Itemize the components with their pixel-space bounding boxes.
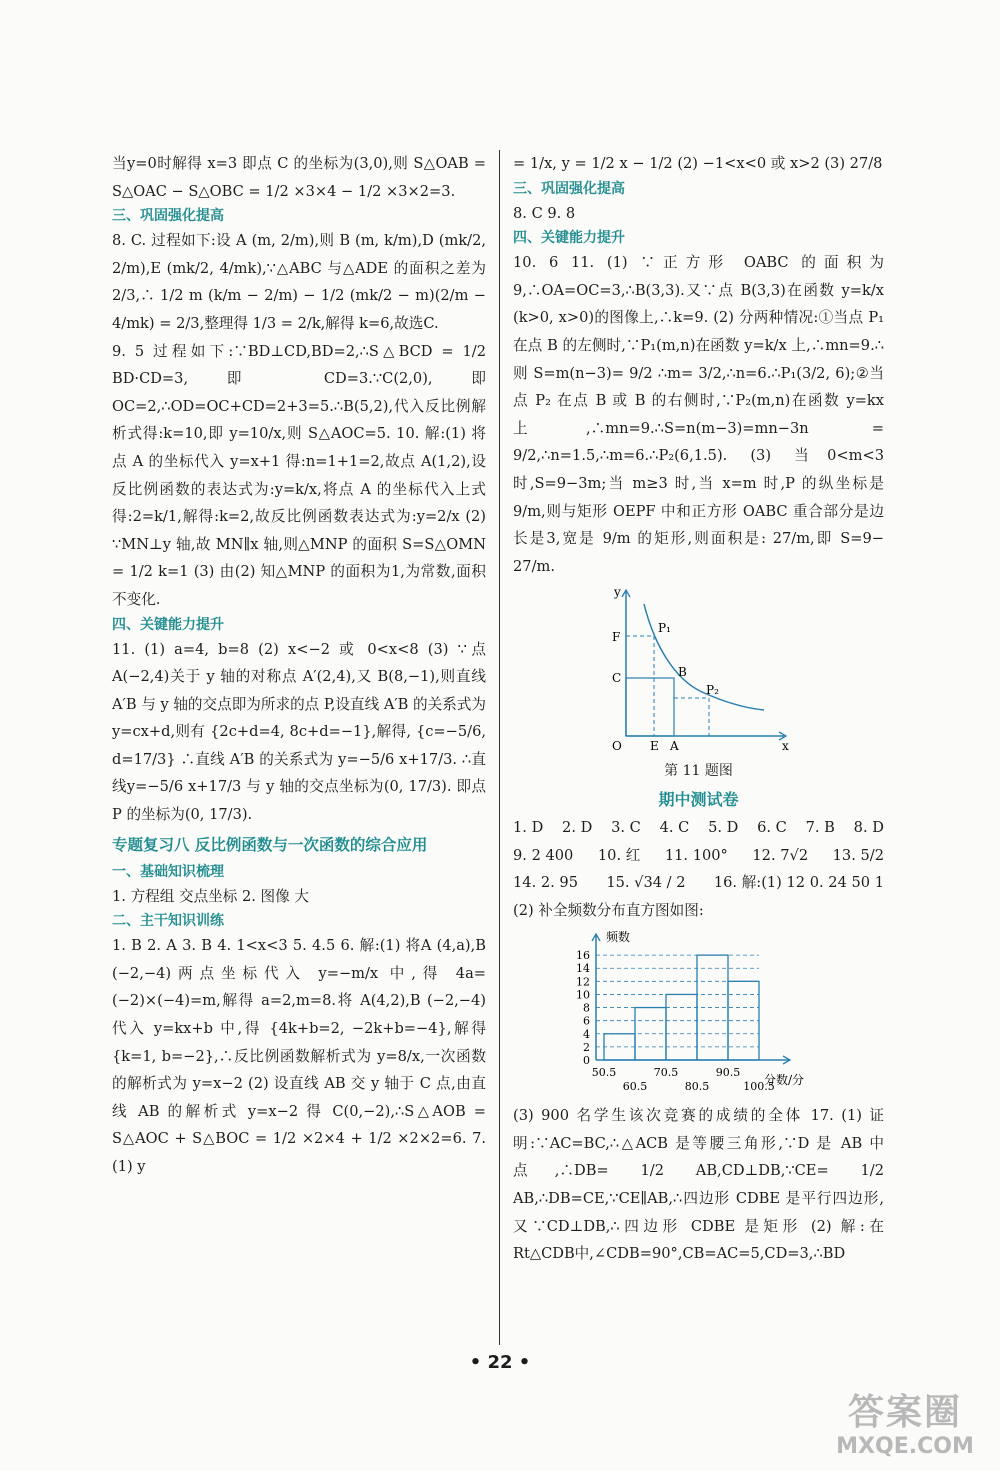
- section-heading-key-ability: 四、关键能力提升: [112, 616, 224, 633]
- section-heading-consolidate: 三、巩固强化提高: [112, 208, 224, 225]
- answer-item: 15. √34 / 2: [606, 874, 686, 892]
- left-column: [112, 150, 486, 1181]
- left-paragraph-1: 当y=0时解得 x=3 即点 C 的坐标为(3,0),则 S△OAB = S△OAC − S△OBC = 1/2 ×3×4 − 1/2 ×3×2=3.: [112, 155, 486, 200]
- y-tick-label: 12: [575, 975, 590, 989]
- right-paragraph-1: = 1/x, y = 1/2 x − 1/2 (2) −1<x<0 或 x>2 (3) 27/8: [513, 155, 883, 172]
- right-paragraph-3: 10. 6 11. (1) ∵正方形 OABC 的面积为 9,∴OA=OC=3,∴B(3,3).又∵点 B(3,3)在函数 y=k/x (k>0, x>0)的图像上,∴k=9. (2) 分两种情况:①当点 P₁ 在点 B 的左侧时,∵P₁(m,n)在函数 y=k/x 上,∴mn=9.∴则 S=m(n−3)= 9/2 ∴m= 3/2,∴n=6.∴P₁(3/2, 6);②当点 P₂ 在点 B 或 B 的右侧时,∵P₂(m,n)在函数 y=kx 上,∴mn=9.∴S=n(m−3)=mn−3n = 9/2,∴n=1.5,∴m=6.∴P₂(6,1.5). (3) 当0<m<3 时,S=9−3m;当 m≥3 时,当 x=m 时,P 的纵坐标是 9/m,则与矩形 OEPF 中和正方形 OABC 重合部分是边长是3,宽是 9/m 的矩形,则面积是: 27/m,即 S=9− 27/m.: [513, 254, 884, 575]
- x-tick-label: 50.5: [591, 1066, 616, 1080]
- answer-item: 6. C: [757, 818, 787, 836]
- exam-title: 期中测试卷: [658, 789, 739, 809]
- fig-label-O: O: [611, 739, 622, 754]
- answer-item: 13. 5/2: [832, 846, 884, 864]
- left-paragraph-3: 9. 5 过程如下:∵BD⊥CD,BD=2,∴S△BCD = 1/2 BD·CD=3,即 CD=3.∵C(2,0),即 OC=2,∴OD=OC+CD=2+3=5.∴B(5,2),代入反比例解析式得:k=10,即 y=10/x,则 S△AOC=5. 10. 解:(1) 将点 A 的坐标代入 y=x+1 得:n=1+1=2,故点 A(1,2),设反比例函数的表达式为:y=k/x,将点 A 的坐标代入上式得:2=k/1,解得:k=2,故反比例函数表达式为:y=2/x (2) ∵MN⊥y 轴,故 MN∥x 轴,则△MNP 的面积 S=S△OMN = 1/2 k=1 (3) 由(2) 知△MNP 的面积为1,为常数,面积不变化.: [112, 342, 486, 608]
- answer-item: 12. 7√2: [752, 846, 809, 864]
- column-divider: [499, 150, 500, 1345]
- x-tick-label: 80.5: [684, 1080, 709, 1094]
- fig-label-C: C: [611, 671, 621, 686]
- section-heading-consolidate-right: 三、巩固强化提高: [513, 180, 625, 197]
- answer-item: 7. B: [805, 818, 835, 836]
- fig-label-E: E: [649, 739, 659, 754]
- x-tick-label: 100.5: [742, 1080, 775, 1094]
- left-paragraph-6: 1. B 2. A 3. B 4. 1<x<3 5. 4.5 6. 解:(1) 将A (4,a),B (−2,−4)两点坐标代入 y=−m/x 中,得 4a=(−2)×(−4)=m,解得 a=2,m=8.将 A(4,2),B (−2,−4)代入 y=kx+b 中,得 {4k+b=2, −2k+b=−4},解得 {k=1, b=−2},∴反比例函数解析式为 y=8/x,一次函数的解析式为 y=x−2 (2) 设直线 AB 交 y 轴于 C 点,由直线 AB 的解析式 y=x−2 得 C(0,−2),∴S△AOB = S△AOC + S△BOC = 1/2 ×2×4 + 1/2 ×2×2=6. 7. (1) y: [112, 937, 486, 1175]
- y-tick-label: 8: [582, 1001, 590, 1015]
- answer-item: 8. D: [853, 818, 884, 836]
- x-tick-label: 90.5: [715, 1066, 740, 1080]
- watermark-text: 答案圈: [847, 1392, 962, 1433]
- y-tick-label: 2: [582, 1041, 590, 1055]
- histogram-bar: [666, 995, 697, 1061]
- right-paragraph-2: 8. C 9. 8: [513, 204, 576, 222]
- fig-label-F: F: [611, 630, 620, 645]
- left-paragraph-2: 8. C. 过程如下:设 A (m, 2/m),则 B (m, k/m),D (mk/2, 2/m),E (mk/2, 4/mk),∵△ABC 与△ADE 的面积之差为 2/3,∴ 1/2 m (k/m − 2/m) − 1/2 (mk/2 − m)(2/m − 4/mk) = 2/3,整理得 1/3 = 2/k,解得 k=6,故选C.: [112, 232, 486, 332]
- answer-item: 11. 100°: [664, 846, 728, 864]
- left-paragraph-4: 11. (1) a=4, b=8 (2) x<−2 或 0<x<8 (3) ∵点A(−2,4)关于 y 轴的对称点 A′(2,4),又 B(8,−1),则直线 A′B 与 y 轴的交点即为所求的点 P,设直线 A′B 的关系式为 y=cx+d,则有 {2c+d=4, 8c+d=−1},解得, {c=−5/6, d=17/3} ∴直线 A′B 的关系式为 y=−5/6 x+17/3. ∴直线y=−5/6 x+17/3 与 y 轴的交点坐标为(0, 17/3). 即点 P 的坐标为(0, 17/3).: [112, 640, 487, 824]
- figure-caption: 第 11 题图: [664, 763, 733, 780]
- question-11-figure: [604, 584, 794, 754]
- y-tick-label: 4: [582, 1028, 590, 1042]
- frequency-histogram: [564, 928, 834, 1098]
- fig-label-A: A: [669, 739, 679, 754]
- y-tick-label: 10: [575, 988, 590, 1002]
- page-number: • 22 •: [469, 1352, 531, 1373]
- fig-label-x: x: [781, 739, 789, 754]
- left-paragraph-5: 1. 方程组 交点坐标 2. 图像 大: [112, 887, 309, 905]
- answer-item: 9. 2 400: [513, 846, 574, 864]
- section-heading-key-ability-right: 四、关键能力提升: [513, 230, 625, 247]
- right-paragraph-4: (2) 补全频数分布直方图如图:: [513, 901, 704, 919]
- y-axis-label: 频数: [605, 930, 630, 945]
- y-tick-label: 16: [575, 949, 590, 963]
- fig-label-P2: P₂: [705, 683, 719, 698]
- answer-item: 14. 2. 95: [513, 874, 578, 892]
- fig-label-P1: P₁: [657, 621, 671, 636]
- answer-item: 5. D: [708, 818, 739, 836]
- answer-item: 1. D: [513, 818, 544, 836]
- answer-row-3: [513, 869, 884, 897]
- x-tick-label: 70.5: [653, 1066, 678, 1080]
- right-paragraph-5: (3) 900 名学生该次竞赛的成绩的全体 17. (1) 证明:∵AC=BC,∴△ACB 是等腰三角形,∵D 是 AB 中点,∴DB= 1/2 AB,CD⊥DB,∵CE= 1/2 AB,∴DB=CE,∵CE∥AB,∴四边形 CDBE 是平行四边形,又∵CD⊥DB,∴四边形 CDBE 是矩形 (2) 解:在 Rt△CDB中,∠CDB=90°,CB=AC=5,CD=3,∴BD: [513, 1107, 884, 1263]
- watermark-url: MXQE.COM: [836, 1434, 974, 1459]
- topic-title: 专题复习八 反比例函数与一次函数的综合应用: [112, 835, 428, 854]
- y-tick-label: 14: [575, 962, 590, 976]
- answer-item: 2. D: [562, 818, 593, 836]
- answer-item: 3. C: [611, 818, 641, 836]
- answer-row-1: [513, 814, 884, 842]
- answer-item: 16. 解:(1) 12 0. 24 50 1: [713, 874, 884, 892]
- section-heading-basics: 一、基础知识梳理: [112, 863, 224, 880]
- y-tick-label: 6: [582, 1014, 590, 1028]
- x-tick-label: 60.5: [622, 1080, 647, 1094]
- section-heading-training: 二、主干知识训练: [112, 913, 224, 930]
- watermark-logo: [820, 1392, 990, 1460]
- answer-item: 10. 红: [597, 846, 641, 864]
- answer-item: 4. C: [659, 818, 690, 836]
- fig-label-y: y: [613, 585, 621, 600]
- answer-row-2: [513, 842, 884, 870]
- fig-label-B: B: [677, 665, 687, 680]
- x-axis-label: 分数/分: [763, 1073, 804, 1088]
- right-column: [513, 150, 884, 1268]
- y-tick-label: 0: [582, 1054, 590, 1068]
